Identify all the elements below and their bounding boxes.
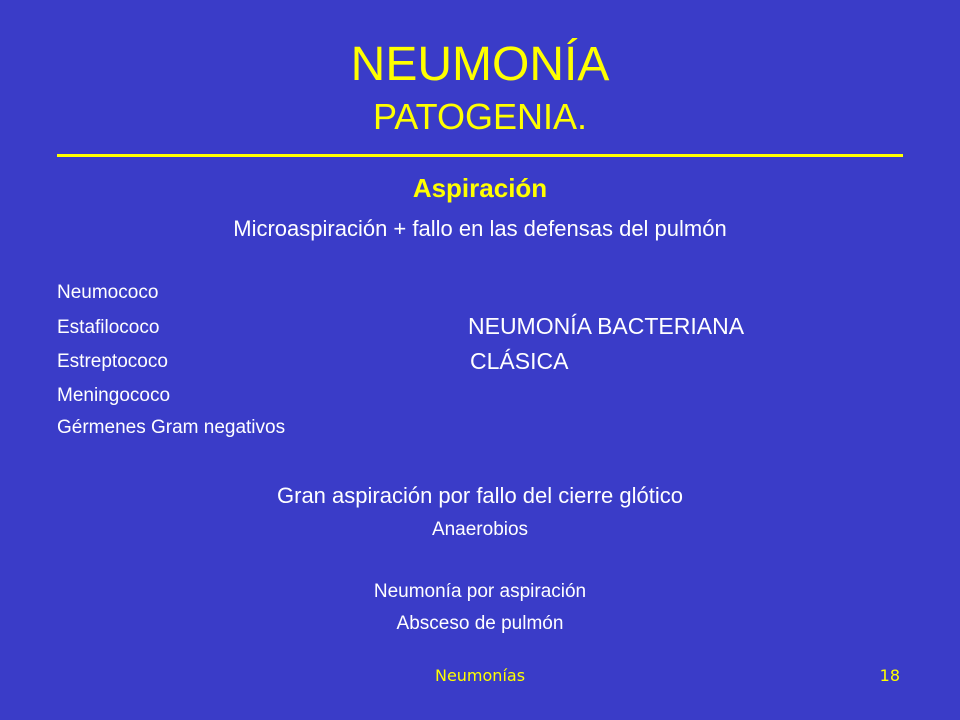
organism-item: Estreptococo <box>57 351 168 372</box>
category-label-line1: NEUMONÍA BACTERIANA <box>468 313 745 339</box>
anaerobes-text: Anaerobios <box>431 519 529 540</box>
category-label-line2: CLÁSICA <box>470 348 569 374</box>
slide-title: NEUMONÍA <box>350 38 610 91</box>
microaspiration-text: Microaspiración + fallo en las defensas del pulmón <box>233 216 727 241</box>
title-divider <box>57 154 903 157</box>
organism-item: Gérmenes Gram negativos <box>57 417 286 438</box>
organism-item: Meningococo <box>57 385 171 406</box>
footer-label: Neumonías <box>434 666 526 685</box>
organism-item: Estafilococo <box>57 317 160 338</box>
large-aspiration-text: Gran aspiración por fallo del cierre glótico <box>277 483 683 508</box>
aspiration-pneumonia-text: Neumonía por aspiración <box>373 581 587 602</box>
lung-abscess-text: Absceso de pulmón <box>396 613 564 634</box>
page-number: 18 <box>879 666 900 685</box>
slide-subtitle: PATOGENIA. <box>372 96 588 137</box>
organism-item: Neumococo <box>57 282 159 303</box>
section-heading: Aspiración <box>412 173 548 203</box>
